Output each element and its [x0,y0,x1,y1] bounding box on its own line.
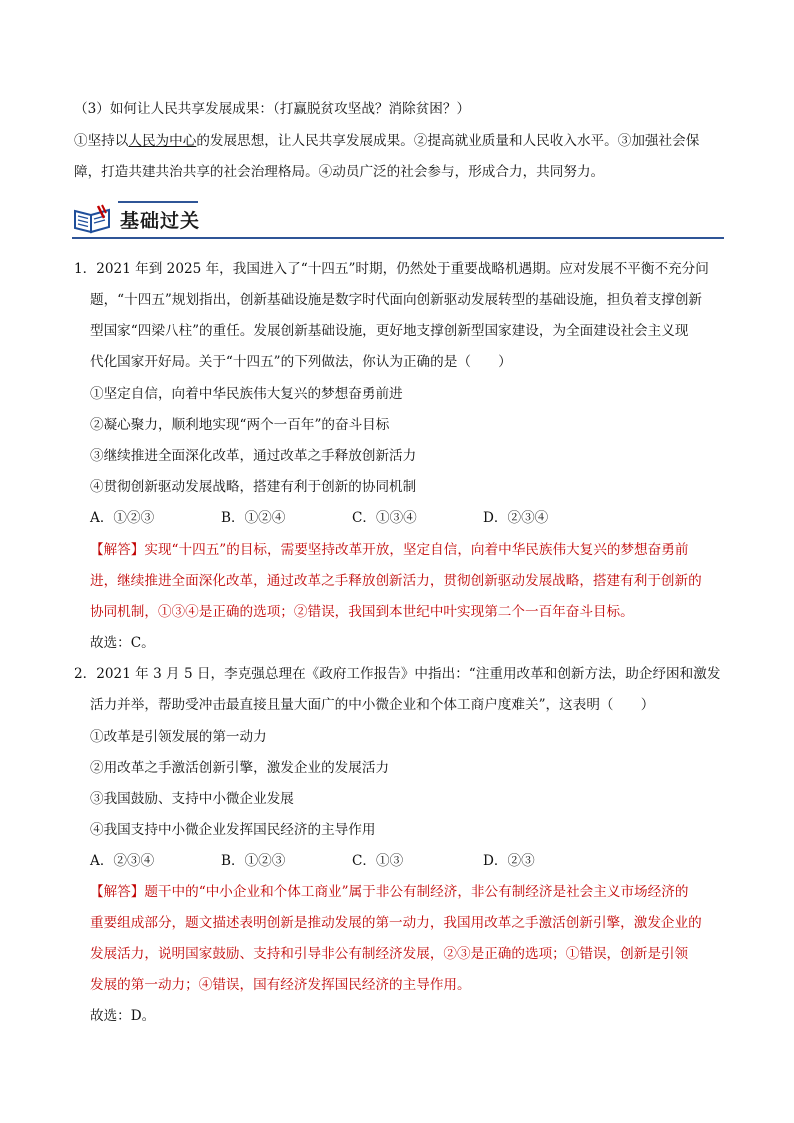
q1-stem-line-3: 型国家“四梁八柱”的重任。发展创新基础设施，更好地支撑创新型国家建设，为全面建设社会主义现 [90,323,689,339]
intro-answer-line-2: 障，打造共建共治共享的社会治理格局。④动员广泛的社会参与，形成合力，共同努力。 [74,164,605,180]
intro-question: （3）如何让人民共享发展成果：（打赢脱贫攻坚战？消除贫困？） [74,101,471,117]
section-rule [72,237,724,239]
q1-stem-line-2: 题，“十四五”规划指出，创新基础设施是数字时代面向创新驱动发展转型的基础设施，担负着支撑创新 [90,292,703,308]
q2-answer-line-3: 发展活力，说明国家鼓励、支持和引导非公有制经济发展，②③是正确的选项；①错误，创新是引领 [90,946,689,962]
q2-option-4: ④我国支持中小微企业发挥国民经济的主导作用 [90,822,376,838]
q1-choice-a: A．①②③ [90,510,155,526]
q2-stem-line-2: 活力并举，帮助受冲击最直接且量大面广的中小微企业和个体工商户度难关”，这表明（ ） [90,697,655,713]
q2-answer-line-2: 重要组成部分，题文描述表明创新是推动发展的第一动力，我国用改革之手激活创新引擎，激发企业的 [90,915,702,931]
section-header [72,199,724,239]
q2-choice-b: B．①②③ [221,853,286,869]
q1-final-choice: 故选：C。 [90,635,155,651]
q1-answer-line-2: 进，继续推进全面深化改革，通过改革之手释放创新活力，贯彻创新驱动发展战略，搭建有利于创新的 [90,573,702,589]
q2-option-2: ②用改革之手激活创新引擎，激发企业的发展活力 [90,760,390,776]
open-book-icon [72,203,114,235]
q2-stem-line-1: 2．2021 年 3 月 5 日，李克强总理在《政府工作报告》中指出：“注重用改革和创新方法，助企纾困和激发 [74,666,721,682]
section-top-rule [118,201,198,203]
q1-choice-d: D．②③④ [483,510,549,526]
q1-answer-line-3: 协同机制，①③④是正确的选项；②错误，我国到本世纪中叶实现第二个一百年奋斗目标。 [90,604,634,620]
q1-option-2: ②凝心聚力，顺利地实现“两个一百年”的奋斗目标 [90,417,390,433]
q2-choice-a: A．②③④ [90,853,155,869]
intro-answer-line-1 [74,131,699,151]
q2-choices [90,851,614,871]
q2-answer-line-1: 【解答】题干中的“中小企业和个体工商业”属于非公有制经济，非公有制经济是社会主义市场经济的 [90,884,689,900]
intro-text: 的发展思想，让人民共享发展成果。②提高就业质量和人民收入水平。③加强社会保 [196,133,700,149]
q1-choice-c: C．①③④ [352,510,417,526]
q2-answer-line-4: 发展的第一动力；④错误，国有经济发挥国民经济的主导作用。 [90,977,471,993]
q2-option-3: ③我国鼓励、支持中小微企业发展 [90,791,294,807]
q1-option-1: ①坚定自信，向着中华民族伟大复兴的梦想奋勇前进 [90,386,403,402]
q1-choices [90,508,614,528]
q1-stem-line-4: 代化国家开好局。关于“十四五”的下列做法，你认为正确的是（ ） [90,354,512,370]
q2-choice-d: D．②③ [483,853,535,869]
q1-option-4: ④贯彻创新驱动发展战略，搭建有利于创新的协同机制 [90,479,417,495]
intro-text: ①坚持以 [74,133,129,149]
q2-option-1: ①改革是引领发展的第一动力 [90,729,267,745]
q1-option-3: ③继续推进全面深化改革，通过改革之手释放创新活力 [90,448,417,464]
section-title: 基础过关 [120,210,201,232]
q2-choice-c: C．①③ [352,853,404,869]
q2-final-choice: 故选：D。 [90,1008,156,1024]
q1-stem-line-1: 1．2021 年到 2025 年，我国进入了“十四五”时期，仍然处于重要战略机遇期。应对发展不平衡不充分问 [74,261,709,277]
q1-answer-line-1: 【解答】实现“十四五”的目标，需要坚持改革开放，坚定自信，向着中华民族伟大复兴的梦想奋勇前 [90,542,689,558]
intro-underlined-text: 人民为中心 [128,133,197,149]
q1-choice-b: B．①②④ [221,510,286,526]
